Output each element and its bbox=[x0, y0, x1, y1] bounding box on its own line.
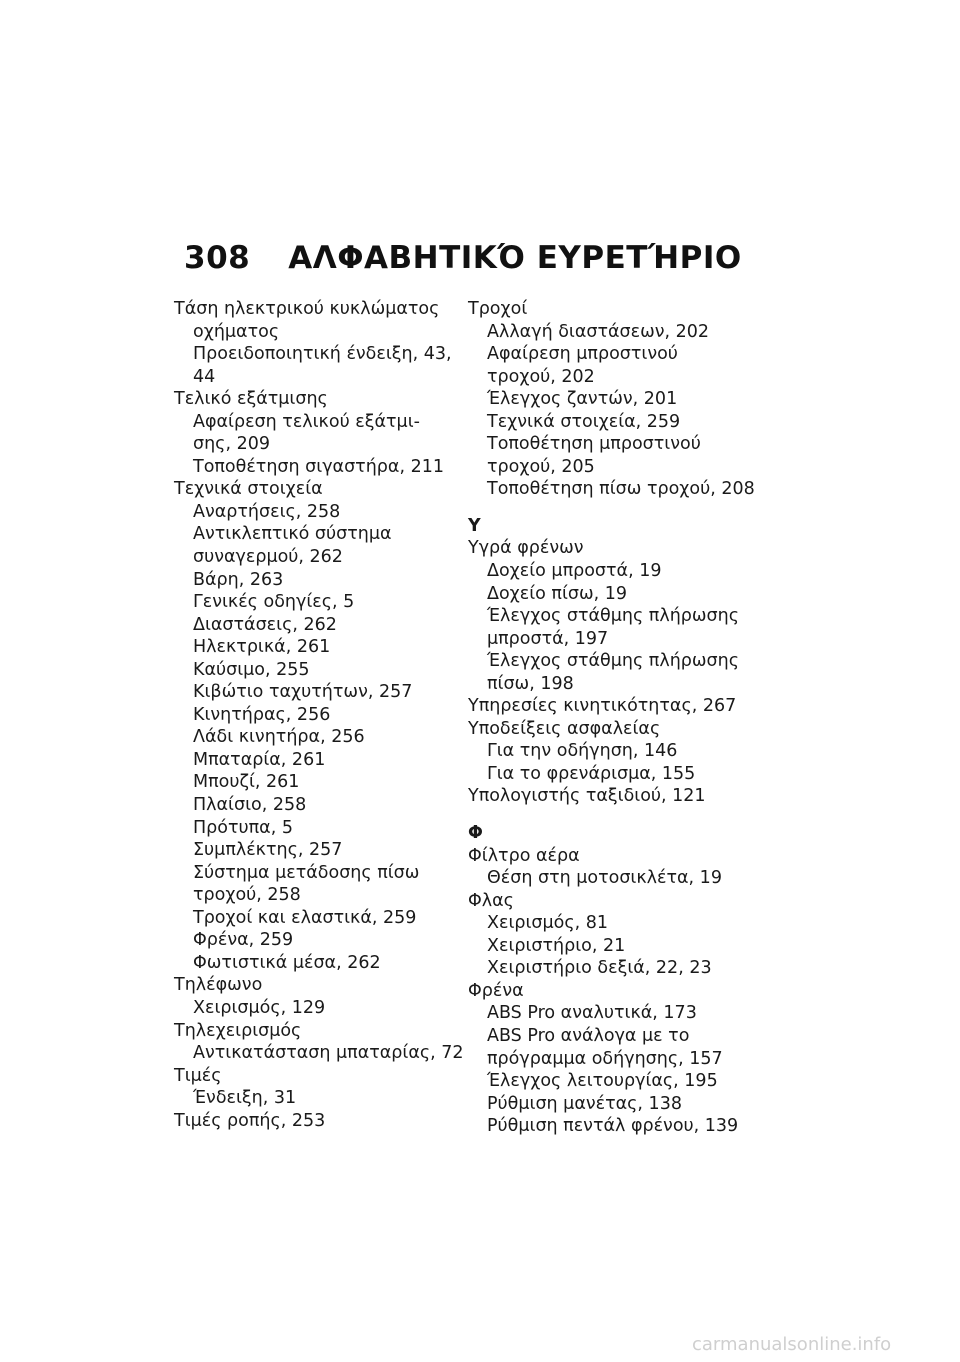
index-subentry: Αλλαγή διαστάσεων, 202 bbox=[487, 321, 710, 342]
index-subentry: Πλαίσιο, 258 bbox=[193, 795, 307, 816]
index-subentry: τροχού, 205 bbox=[487, 456, 595, 477]
index-entry: Τάση ηλεκτρικού κυκλώματος bbox=[174, 299, 440, 319]
index-subentry: Αντικατάσταση μπαταρίας, 72 bbox=[193, 1043, 464, 1064]
index-subentry: ABS Pro ανάλογα με το bbox=[487, 1025, 690, 1046]
index-subentry: Βάρη, 263 bbox=[193, 569, 284, 590]
index-subentry: Χειρισμός, 129 bbox=[193, 997, 326, 1018]
index-entry: Τιμές ροπής, 253 bbox=[174, 1110, 326, 1131]
index-subentry: Τοποθέτηση πίσω τροχού, 208 bbox=[487, 479, 755, 500]
index-subentry: συναγερμού, 262 bbox=[193, 547, 343, 568]
index-entry: Υπολογιστής ταξιδιού, 121 bbox=[468, 786, 706, 807]
index-subentry: Έλεγχος στάθμης πλήρωσης bbox=[487, 606, 740, 627]
index-subentry: Καύσιμο, 255 bbox=[193, 659, 310, 680]
index-letter-heading: Φ bbox=[468, 823, 483, 844]
index-subentry: Φωτιστικά μέσα, 262 bbox=[193, 952, 381, 973]
index-subentry: Τοποθέτηση μπροστινού bbox=[487, 434, 701, 455]
index-subentry: Ρύθμιση μανέτας, 138 bbox=[487, 1093, 682, 1114]
index-subentry: Προειδοποιητική ένδειξη, 43, bbox=[193, 344, 452, 365]
index-entry: Τηλέφωνο bbox=[174, 975, 263, 996]
index-subentry: Λάδι κινητήρα, 256 bbox=[193, 727, 365, 748]
index-subentry: Συμπλέκτης, 257 bbox=[193, 840, 343, 861]
index-subentry: Τροχοί και ελαστικά, 259 bbox=[193, 907, 417, 928]
index-subentry: Ρύθμιση πεντάλ φρένου, 139 bbox=[487, 1116, 739, 1137]
index-entry: Φρένα bbox=[468, 980, 524, 1001]
index-subentry: Έλεγχος λειτουργίας, 195 bbox=[487, 1071, 718, 1092]
index-subentry: Αναρτήσεις, 258 bbox=[193, 501, 341, 522]
index-entry: Υπηρεσίες κινητικότητας, 267 bbox=[468, 696, 737, 717]
index-subentry: Έλεγχος στάθμης πλήρωσης bbox=[487, 651, 740, 672]
index-subentry: Φρένα, 259 bbox=[193, 930, 294, 951]
index-entry: Υγρά φρένων bbox=[468, 538, 584, 559]
index-subentry: Διαστάσεις, 262 bbox=[193, 614, 337, 635]
index-column-right bbox=[468, 298, 755, 1138]
index-subentry: Σύστημα μετάδοσης πίσω bbox=[193, 862, 420, 883]
index-entry: Τεχνικά στοιχεία bbox=[174, 479, 323, 500]
index-subentry: Για το φρενάρισμα, 155 bbox=[487, 763, 696, 784]
index-subentry: Δοχείο πίσω, 19 bbox=[487, 583, 628, 604]
index-subentry: Κινητήρας, 256 bbox=[193, 704, 331, 725]
index-entry: Φλας bbox=[468, 890, 514, 911]
index-subentry: τροχού, 258 bbox=[193, 885, 301, 906]
index-letter-heading: Υ bbox=[468, 515, 481, 536]
index-subentry: οχήματος bbox=[193, 321, 280, 342]
index-subentry: Χειριστήριο, 21 bbox=[487, 935, 626, 956]
index-subentry: ABS Pro αναλυτικά, 173 bbox=[487, 1003, 697, 1024]
index-subentry: Δοχείο μπροστά, 19 bbox=[487, 561, 662, 582]
index-subentry: Μπουζί, 261 bbox=[193, 772, 300, 793]
index-entry: Τροχοί bbox=[468, 299, 528, 319]
index-subentry: σης, 209 bbox=[193, 434, 270, 455]
index-entry: Φίλτρο αέρα bbox=[468, 845, 580, 866]
index-subentry: Τεχνικά στοιχεία, 259 bbox=[487, 411, 681, 432]
index-subentry: Ένδειξη, 31 bbox=[193, 1088, 297, 1109]
page-number: 308 bbox=[184, 240, 251, 276]
index-entry: Τιμές bbox=[174, 1065, 222, 1086]
index-subentry: μπροστά, 197 bbox=[487, 628, 609, 649]
index-entry: Τηλεχειρισμός bbox=[174, 1020, 302, 1041]
index-subentry: Πρότυπα, 5 bbox=[193, 817, 293, 838]
index-subentry: Αφαίρεση τελικού εξάτμι- bbox=[193, 411, 420, 432]
index-subentry: Χειριστήριο δεξιά, 22, 23 bbox=[487, 958, 712, 979]
index-entry: Τελικό εξάτμισης bbox=[174, 389, 328, 410]
index-subentry: Για την οδήγηση, 146 bbox=[487, 741, 678, 762]
page-title: ΑΛΦΑΒΗΤΙΚΌ ΕΥΡΕΤΉΡΙΟ bbox=[288, 240, 742, 276]
index-subentry: Αφαίρεση μπροστινού bbox=[487, 344, 678, 365]
page-header bbox=[184, 240, 742, 276]
watermark: carmanualsonline.info bbox=[692, 1334, 892, 1355]
index-subentry: Αντικλεπτικό σύστημα bbox=[193, 524, 392, 545]
index-subentry: πρόγραμμα οδήγησης, 157 bbox=[487, 1048, 723, 1069]
index-subentry: Θέση στη μοτοσικλέτα, 19 bbox=[487, 868, 722, 889]
index-column-left bbox=[174, 298, 464, 1132]
index-subentry: Τοποθέτηση σιγαστήρα, 211 bbox=[193, 456, 444, 477]
index-subentry: Χειρισμός, 81 bbox=[487, 913, 608, 934]
index-subentry: πίσω, 198 bbox=[487, 673, 574, 694]
index-entry: Υποδείξεις ασφαλείας bbox=[468, 718, 661, 739]
index-subentry: Κιβώτιο ταχυτήτων, 257 bbox=[193, 682, 413, 703]
index-subentry: Μπαταρία, 261 bbox=[193, 749, 326, 770]
index-subentry: 44 bbox=[193, 366, 216, 387]
index-subentry: τροχού, 202 bbox=[487, 366, 595, 387]
index-subentry: Έλεγχος ζαντών, 201 bbox=[487, 389, 678, 410]
index-subentry: Ηλεκτρικά, 261 bbox=[193, 637, 331, 658]
index-subentry: Γενικές οδηγίες, 5 bbox=[193, 592, 355, 613]
